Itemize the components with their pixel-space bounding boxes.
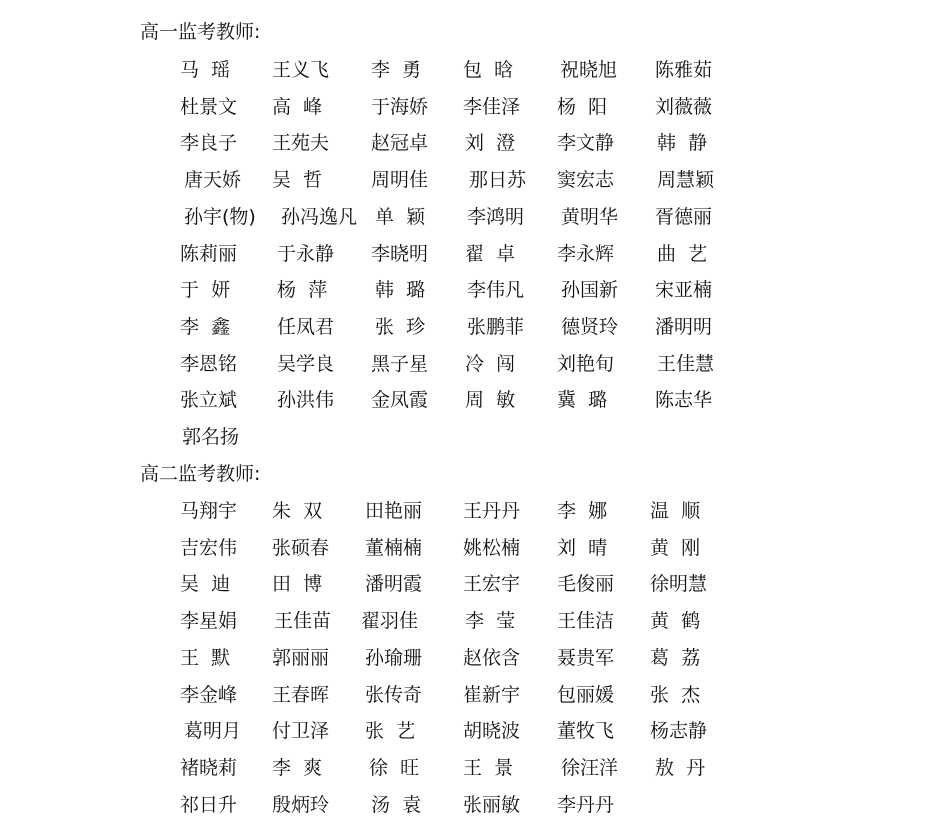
teacher-name: 杜景文 <box>180 95 238 118</box>
teacher-name: 黄 刚 <box>650 536 701 559</box>
teacher-name: 陈雅茹 <box>655 59 713 81</box>
teacher-name: 孙洪伟 <box>277 389 335 412</box>
teacher-name: 刘 晴 <box>557 536 608 559</box>
teacher-name: 姚松楠 <box>463 536 521 559</box>
teacher-name: 包丽媛 <box>557 683 615 706</box>
teacher-name: 李 娜 <box>557 500 608 522</box>
teacher-name: 郭丽丽 <box>272 646 330 669</box>
teacher-name: 王 默 <box>180 646 231 669</box>
teacher-name: 徐 旺 <box>369 756 420 779</box>
teacher-name: 葛 荔 <box>650 646 701 669</box>
teacher-name: 潘明霞 <box>365 573 423 596</box>
teacher-name: 杨志静 <box>650 720 708 743</box>
teacher-name: 李良子 <box>180 132 238 155</box>
teacher-name: 崔新宇 <box>463 683 521 706</box>
name-row <box>0 387 945 413</box>
teacher-name: 刘艳旬 <box>557 352 615 375</box>
teacher-name: 张鹏菲 <box>467 315 525 338</box>
teacher-name: 殷炳玲 <box>272 793 330 816</box>
teacher-name: 祁日升 <box>180 793 238 816</box>
teacher-name: 王宏宇 <box>463 573 521 596</box>
teacher-name: 吴 哲 <box>272 169 323 192</box>
teacher-name: 王苑夫 <box>272 132 330 155</box>
teacher-name: 于海娇 <box>371 95 429 118</box>
teacher-name: 张 艺 <box>365 720 416 743</box>
teacher-name: 董牧飞 <box>557 720 615 743</box>
section-heading: 高一监考教师: <box>140 21 261 43</box>
teacher-name: 徐明慧 <box>650 573 708 596</box>
teacher-name: 李 勇 <box>371 59 422 81</box>
teacher-name: 吴学良 <box>277 352 335 375</box>
name-row <box>0 167 945 193</box>
teacher-name: 孙瑜珊 <box>365 646 423 669</box>
teacher-name: 聂贵军 <box>557 646 615 669</box>
teacher-name: 祝晓旭 <box>560 59 618 81</box>
teacher-name: 翟 卓 <box>465 242 516 265</box>
teacher-name: 周慧颖 <box>657 169 715 192</box>
teacher-name: 李永辉 <box>557 242 615 265</box>
name-row <box>0 314 945 340</box>
teacher-name: 唐天娇 <box>184 169 242 192</box>
name-row <box>0 645 945 671</box>
teacher-name: 李恩铭 <box>180 352 238 375</box>
teacher-name: 周明佳 <box>371 169 429 192</box>
teacher-name: 翟羽佳 <box>361 610 419 633</box>
teacher-name: 赵依含 <box>463 646 521 669</box>
name-row <box>0 498 945 524</box>
name-row <box>0 424 945 450</box>
teacher-name: 赵冠卓 <box>371 132 429 155</box>
name-row <box>0 571 945 597</box>
teacher-name: 马翔宇 <box>180 500 238 522</box>
teacher-name: 刘薇薇 <box>655 95 713 118</box>
teacher-name: 杨 阳 <box>557 95 608 118</box>
teacher-name: 窦宏志 <box>557 169 615 192</box>
name-row <box>0 204 945 230</box>
teacher-name: 李鸿明 <box>467 205 525 228</box>
teacher-name: 潘明明 <box>655 315 713 338</box>
teacher-name: 李 莹 <box>465 610 516 633</box>
name-row <box>0 792 945 818</box>
teacher-name: 李佳泽 <box>463 95 521 118</box>
teacher-name: 吴 迪 <box>180 573 231 596</box>
name-row <box>0 57 945 83</box>
teacher-name: 冀 璐 <box>557 389 608 412</box>
name-row <box>0 682 945 708</box>
teacher-name: 温 顺 <box>650 500 701 522</box>
name-row <box>0 755 945 781</box>
teacher-name: 李金峰 <box>180 683 238 706</box>
teacher-name: 张 杰 <box>650 683 701 706</box>
name-row <box>0 608 945 634</box>
teacher-name: 黑子星 <box>371 352 429 375</box>
teacher-name: 胡晓波 <box>463 720 521 743</box>
teacher-name: 周 敏 <box>465 389 516 412</box>
teacher-name: 于 妍 <box>180 279 231 302</box>
teacher-name: 马 瑶 <box>180 59 231 81</box>
teacher-name: 黄明华 <box>561 205 619 228</box>
name-row <box>0 535 945 561</box>
teacher-name: 刘 澄 <box>465 132 516 155</box>
teacher-name: 王丹丹 <box>463 500 521 522</box>
teacher-name: 陈莉丽 <box>180 242 238 265</box>
teacher-name: 郭名扬 <box>182 426 240 448</box>
teacher-name: 杨 萍 <box>277 279 328 302</box>
name-row <box>0 241 945 267</box>
teacher-name: 于永静 <box>277 242 335 265</box>
teacher-name: 王佳洁 <box>557 610 615 633</box>
teacher-name: 董楠楠 <box>365 536 423 559</box>
teacher-name: 毛俊丽 <box>557 573 615 596</box>
teacher-name: 孙冯逸凡 <box>281 205 358 228</box>
teacher-name: 李 鑫 <box>180 315 231 338</box>
teacher-name: 田艳丽 <box>365 500 423 522</box>
teacher-name: 王佳慧 <box>657 352 715 375</box>
teacher-name: 冷 闯 <box>465 352 516 375</box>
name-row <box>0 351 945 377</box>
teacher-name: 胥德丽 <box>655 205 713 228</box>
teacher-name: 张硕春 <box>272 536 330 559</box>
teacher-name: 那日苏 <box>469 169 527 192</box>
name-row <box>0 94 945 120</box>
teacher-name: 高 峰 <box>272 95 323 118</box>
name-row <box>0 130 945 156</box>
teacher-name: 张 珍 <box>375 315 426 338</box>
teacher-name: 张丽敏 <box>463 793 521 816</box>
section-heading: 高二监考教师: <box>140 463 261 485</box>
teacher-name: 付卫泽 <box>272 720 330 743</box>
teacher-name: 宋亚楠 <box>655 279 713 302</box>
teacher-name: 单 颖 <box>375 205 426 228</box>
teacher-name: 徐汪洋 <box>561 756 619 779</box>
teacher-name: 王 景 <box>463 756 514 779</box>
teacher-name: 曲 艺 <box>657 242 708 265</box>
teacher-name: 吉宏伟 <box>180 536 238 559</box>
teacher-name: 王春晖 <box>272 683 330 706</box>
teacher-name: 韩 静 <box>657 132 708 155</box>
teacher-name: 李丹丹 <box>557 793 615 816</box>
teacher-name: 张立斌 <box>180 389 238 412</box>
teacher-name: 朱 双 <box>272 500 323 522</box>
teacher-name: 王义飞 <box>272 59 330 81</box>
teacher-name: 张传奇 <box>365 683 423 706</box>
teacher-name: 汤 袁 <box>371 793 422 816</box>
teacher-name: 孙国新 <box>561 279 619 302</box>
teacher-name: 德贤玲 <box>561 315 619 338</box>
teacher-name: 韩 璐 <box>375 279 426 302</box>
teacher-name: 包 晗 <box>463 59 514 81</box>
teacher-name: 王佳苗 <box>274 610 332 633</box>
teacher-name: 李晓明 <box>371 242 429 265</box>
teacher-name: 黄 鹤 <box>650 610 701 633</box>
teacher-name: 李 爽 <box>272 756 323 779</box>
teacher-name: 李伟凡 <box>467 279 525 302</box>
teacher-name: 金凤霞 <box>371 389 429 412</box>
name-row <box>0 277 945 303</box>
name-row <box>0 718 945 744</box>
teacher-name: 陈志华 <box>655 389 713 412</box>
teacher-name: 葛明月 <box>184 720 242 743</box>
teacher-name: 敖 丹 <box>655 756 706 779</box>
teacher-name: 田 博 <box>272 573 323 596</box>
teacher-name: 李文静 <box>557 132 615 155</box>
teacher-name: 李星娟 <box>180 610 238 633</box>
teacher-name: 褚晓莉 <box>180 756 238 779</box>
teacher-name: 孙宇(物) <box>184 205 256 228</box>
teacher-name: 任凤君 <box>277 315 335 338</box>
